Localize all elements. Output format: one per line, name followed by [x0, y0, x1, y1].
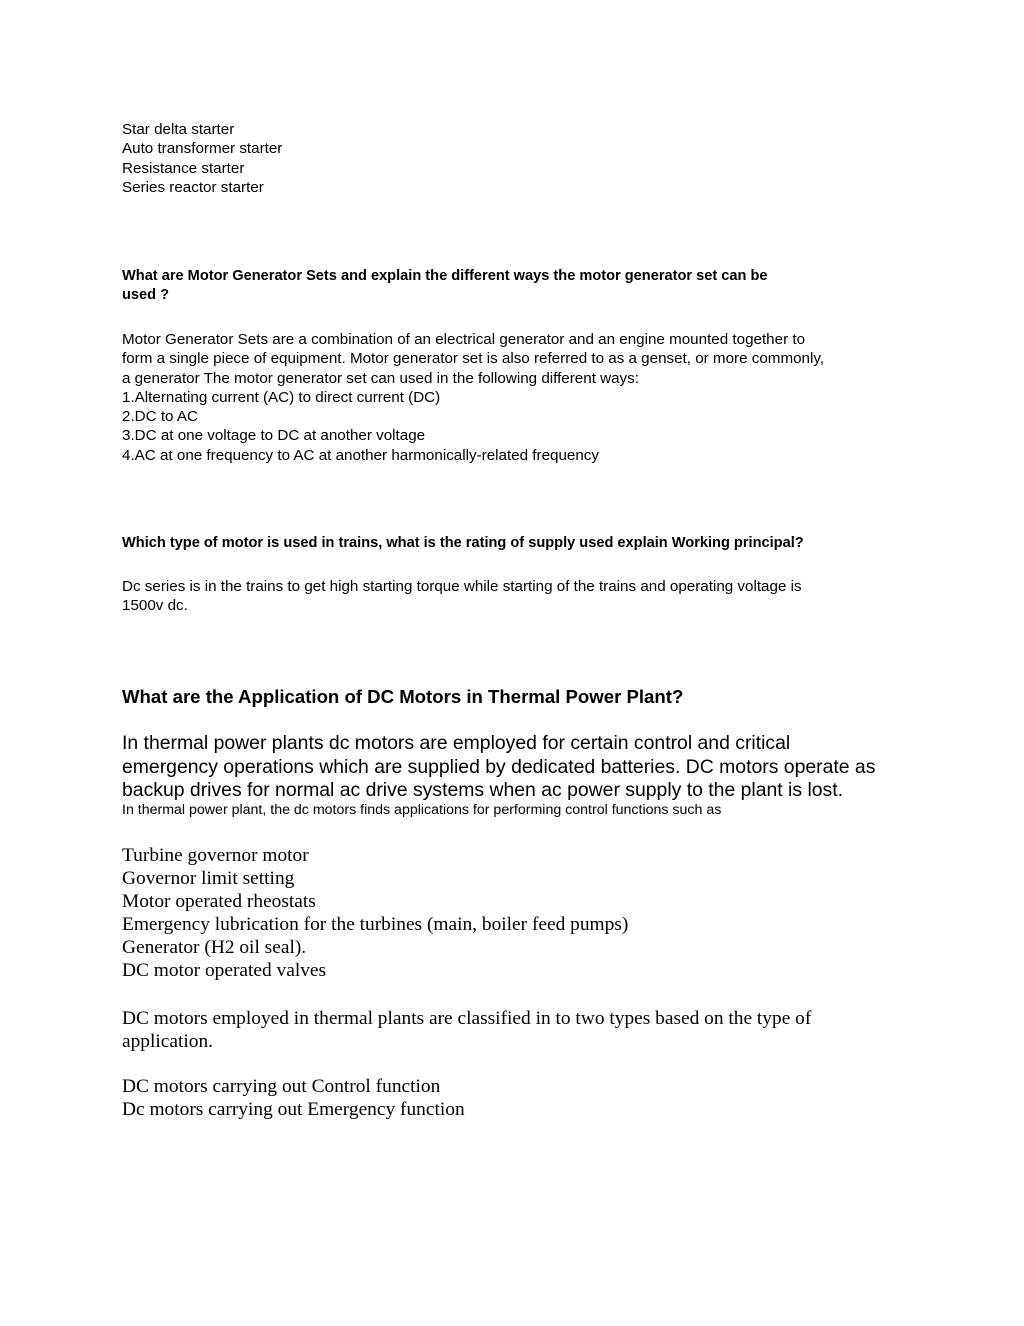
section-heading-dc-motors-thermal: What are the Application of DC Motors in Thermal Power Plant?	[122, 686, 684, 707]
answer-motor-generator-sets: Motor Generator Sets are a combination of an electrical generator and an engine mounted together to form a single piece of equipment. Motor generator set is also referred to as a genset, or more commonly, a generator The motor generator set can used in the following different ways: 1.Alternating current (AC) to direct current (DC) 2.DC to AC 3.DC at one voltage to DC at another voltage 4.AC at one frequency to AC at another harmonically-related frequency	[122, 330, 912, 465]
list-item: 1.Alternating current (AC) to direct current (DC)	[122, 388, 441, 406]
question-motor-generator-sets: What are Motor Generator Sets and explain the different ways the motor generator set can be used ?	[122, 268, 768, 304]
list-item: Resistance starter	[122, 159, 245, 177]
list-item: DC motor operated valves	[122, 960, 327, 982]
list-item: DC motors carrying out Control function	[122, 1076, 441, 1097]
question-train-motor: Which type of motor is used in trains, what is the rating of supply used explain Working principal?	[122, 535, 804, 551]
list-item: 4.AC at one frequency to AC at another harmonically-related frequency	[122, 446, 599, 464]
list-item: 3.DC at one voltage to DC at another voltage	[122, 427, 426, 445]
motor-types-list	[122, 1075, 912, 1121]
answer-train-motor: Dc series is in the trains to get high starting torque while starting of the trains and operating voltage is 1500v dc.	[122, 578, 802, 615]
intro-paragraph: In thermal power plants dc motors are employed for certain control and critical emergency operations which are supplied by dedicated batteries. DC motors operate as backup drives for normal ac drive systems when ac power supply to the plant is lost.	[122, 732, 876, 801]
list-item: Star delta starter	[122, 121, 235, 138]
list-item: Motor operated rheostats	[122, 891, 316, 913]
starter-list	[122, 120, 912, 197]
list-item: Generator (H2 oil seal).	[122, 937, 307, 959]
list-item: Auto transformer starter	[122, 140, 283, 158]
list-item: Emergency lubrication for the turbines (main, boiler feed pumps)	[122, 914, 629, 936]
list-item: Series reactor starter	[122, 178, 264, 196]
list-item: 2.DC to AC	[122, 408, 198, 426]
list-item: Governor limit setting	[122, 868, 295, 890]
applications-list	[122, 844, 912, 983]
classification-paragraph: DC motors employed in thermal plants are classified in to two types based on the type of application.	[122, 1008, 812, 1053]
list-item: Turbine governor motor	[122, 845, 309, 866]
list-item: Dc motors carrying out Emergency function	[122, 1099, 465, 1121]
applications-note: In thermal power plant, the dc motors finds applications for performing control functions such as	[122, 802, 722, 818]
